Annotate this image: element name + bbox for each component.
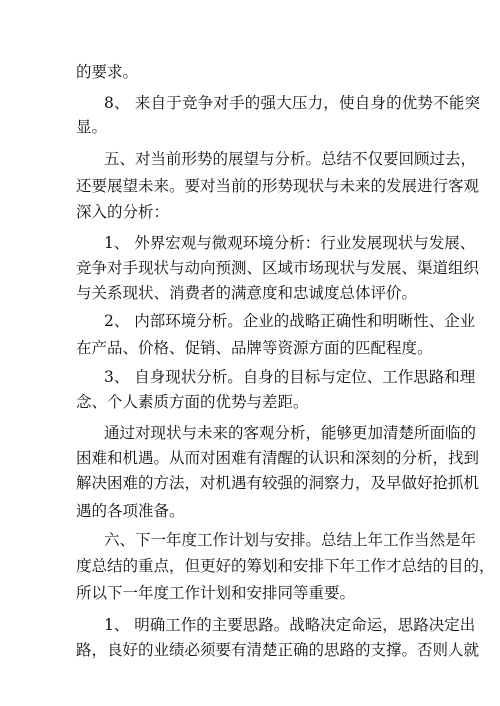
text-line-5: 还要展望未来。要对当前的形势现状与未来的发展进行客观: [76, 177, 480, 195]
text-line-22: 路，良好的业绩必须要有清楚正确的思路的支撑。否则人就: [76, 641, 480, 659]
text-line-9: 与关系现状、消费者的满意度和忠诚度总体评价。: [76, 284, 418, 302]
text-line-21: 1、 明确工作的主要思路。战略决定命运，思路决定出: [104, 616, 476, 634]
text-line-19: 度总结的重点，但更好的筹划和安排下年工作才总结的目的，: [76, 557, 495, 575]
text-line-20: 所以下一年度工作计划和安排同等重要。: [76, 584, 356, 602]
text-line-11: 在产品、价格、促销、品牌等资源方面的匹配程度。: [76, 339, 433, 357]
text-line-16: 解决困难的方法，对机遇有较强的洞察力，及早做好抢抓机: [76, 474, 480, 492]
text-line-14: 通过对现状与未来的客观分析，能够更加清楚所面临的: [104, 424, 477, 442]
text-line-17: 遇的各项准备。: [76, 502, 185, 520]
text-line-18: 六、下一年度工作计划与安排。总结上年工作当然是年: [104, 531, 477, 549]
text-line-10: 2、 内部环境分析。企业的战略正确性和明晰性、企业: [104, 312, 476, 330]
text-line-2: 8、 来自于竞争对手的强大压力，使自身的优势不能突: [104, 94, 481, 112]
text-line-1: 的要求。: [76, 63, 139, 81]
text-line-3: 显。: [76, 118, 108, 136]
text-line-15: 困难和机遇。从而对困难有清醒的认识和深刻的分析，找到: [76, 449, 480, 467]
text-line-6: 深入的分析：: [76, 203, 170, 221]
text-line-7: 1、 外界宏观与微观环境分析：行业发展现状与发展、: [104, 234, 476, 252]
text-line-8: 竞争对手现状与动向预测、区域市场现状与发展、渠道组织: [76, 259, 480, 277]
text-line-12: 3、 自身现状分析。自身的目标与定位、工作思路和理: [104, 368, 476, 386]
text-line-4: 五、对当前形势的展望与分析。总结不仅要回顾过去，: [104, 150, 477, 168]
text-line-13: 念、个人素质方面的优势与差距。: [76, 393, 309, 411]
